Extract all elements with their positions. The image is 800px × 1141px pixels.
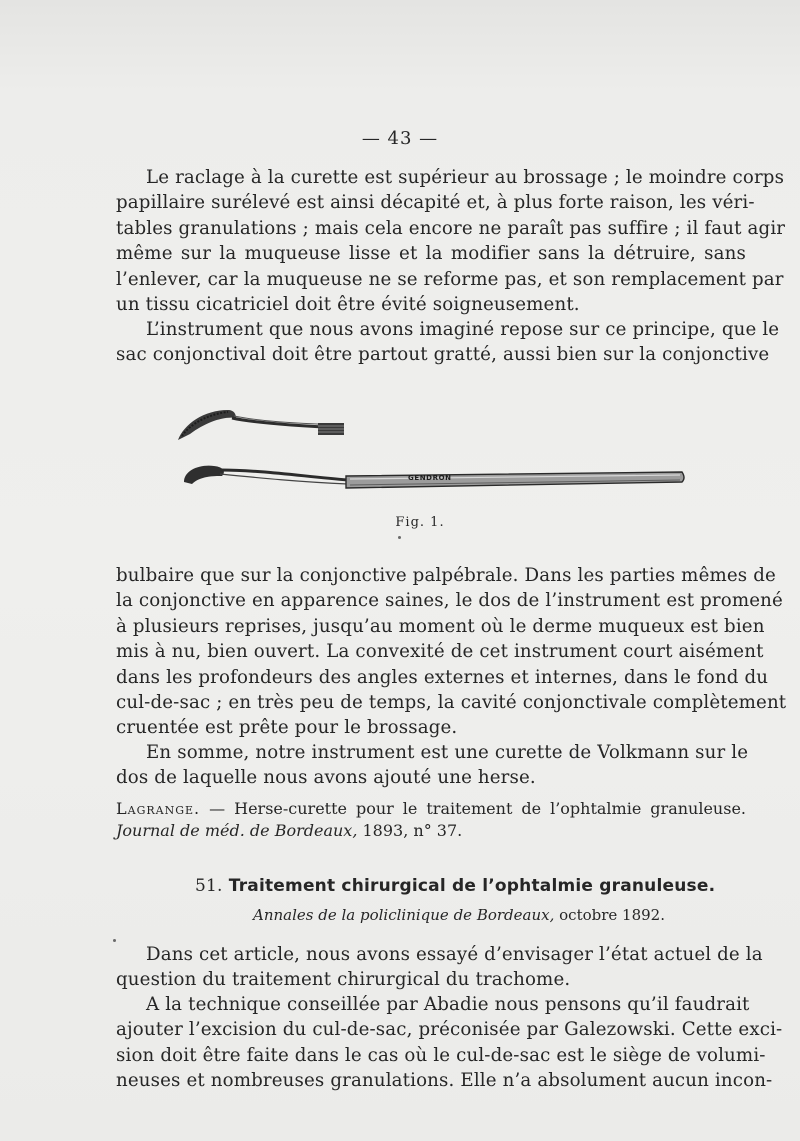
section-number: 51. xyxy=(195,876,223,896)
reference-title: — Herse-curette pour le traitement de l’ophtalmie granuleuse. xyxy=(209,799,746,818)
reference-date: 1893, n° 37. xyxy=(362,821,463,840)
bibliographic-reference xyxy=(116,798,746,842)
text-line: un tissu cicatriciel doit être évité soigneusement. xyxy=(116,294,580,316)
text-line: cruentée est prête pour le brossage. xyxy=(116,717,458,739)
reference-journal: Journal de méd. de Bordeaux, xyxy=(116,821,358,840)
engraving-text: GENDRON xyxy=(408,474,452,482)
text-line: cul-de-sac ; en très peu de temps, la cavité conjonctivale complètement xyxy=(116,692,787,714)
text-line: En somme, notre instrument est une curette de Volkmann sur le xyxy=(146,742,749,763)
section-heading xyxy=(195,876,755,896)
paragraph-article-intro xyxy=(116,942,763,993)
text-line: mis à nu, bien ouvert. La convexité de cet instrument court aisément xyxy=(116,641,764,663)
text-line: Le raclage à la curette est supérieur au brossage ; le moindre corps xyxy=(146,167,785,188)
text-line: dans les profondeurs des angles externes et internes, dans le fond du xyxy=(116,666,769,688)
reference-line-1 xyxy=(116,798,746,820)
text-line: tables granulations ; mais cela encore ne paraît pas suffire ; il faut agir xyxy=(116,217,786,239)
text-line: sac conjonctival doit être partout gratté, aussi bien sur la conjonctive xyxy=(116,344,770,366)
herse-curette-figure xyxy=(170,400,690,500)
paragraph-instrument-principle xyxy=(116,317,780,368)
paragraph-abadie-technique xyxy=(116,992,783,1094)
figure-caption: Fig. 1. xyxy=(395,515,445,530)
page-number: — 43 — xyxy=(361,128,439,149)
paragraph-volkmann-summary xyxy=(116,740,749,791)
text-line: l’enlever, car la muqueuse ne se reforme pas, et son remplacement par xyxy=(116,268,784,290)
text-line: à plusieurs reprises, jusqu’au moment où le derme muqueux est bien xyxy=(116,615,765,637)
paragraph-conjunctiva xyxy=(116,563,787,741)
ink-speck xyxy=(398,536,401,539)
section-source-date: octobre 1892. xyxy=(559,906,665,924)
paragraph-curette-raclage xyxy=(116,165,786,317)
section-source-journal: Annales de la policlinique de Bordeaux, xyxy=(252,906,555,924)
section-source xyxy=(229,906,689,924)
long-curette-illustration xyxy=(184,466,684,488)
section-title-text: Traitement chirurgical de l’ophtalmie granuleuse. xyxy=(228,876,716,896)
reference-author: Lagrange. xyxy=(116,799,201,818)
text-line: A la technique conseillée par Abadie nous pensons qu’il faudrait xyxy=(146,994,750,1015)
text-line: ajouter l’excision du cul-de-sac, préconisée par Galezowski. Cette exci- xyxy=(116,1019,783,1041)
text-line: bulbaire que sur la conjonctive palpébrale. Dans les parties mêmes de xyxy=(116,565,776,586)
text-line: dos de laquelle nous avons ajouté une herse. xyxy=(116,767,536,789)
text-line: sion doit être faite dans le cas où le cul-de-sac est le siège de volumi- xyxy=(116,1044,766,1066)
text-line: question du traitement chirurgical du trachome. xyxy=(116,969,571,991)
text-line: L’instrument que nous avons imaginé repose sur ce principe, que le xyxy=(146,319,780,340)
small-curette-illustration xyxy=(178,410,344,440)
text-line: neuses et nombreuses granulations. Elle n’a absolument aucun incon- xyxy=(116,1070,773,1092)
text-line: papillaire surélevé est ainsi décapité et, à plus forte raison, les véri- xyxy=(116,192,755,214)
text-line: même sur la muqueuse lisse et la modifier sans la détruire, sans xyxy=(116,243,746,265)
text-line: Dans cet article, nous avons essayé d’envisager l’état actuel de la xyxy=(146,944,763,965)
reference-line-2 xyxy=(116,820,746,842)
text-line: la conjonctive en apparence saines, le dos de l’instrument est promené xyxy=(116,590,783,612)
